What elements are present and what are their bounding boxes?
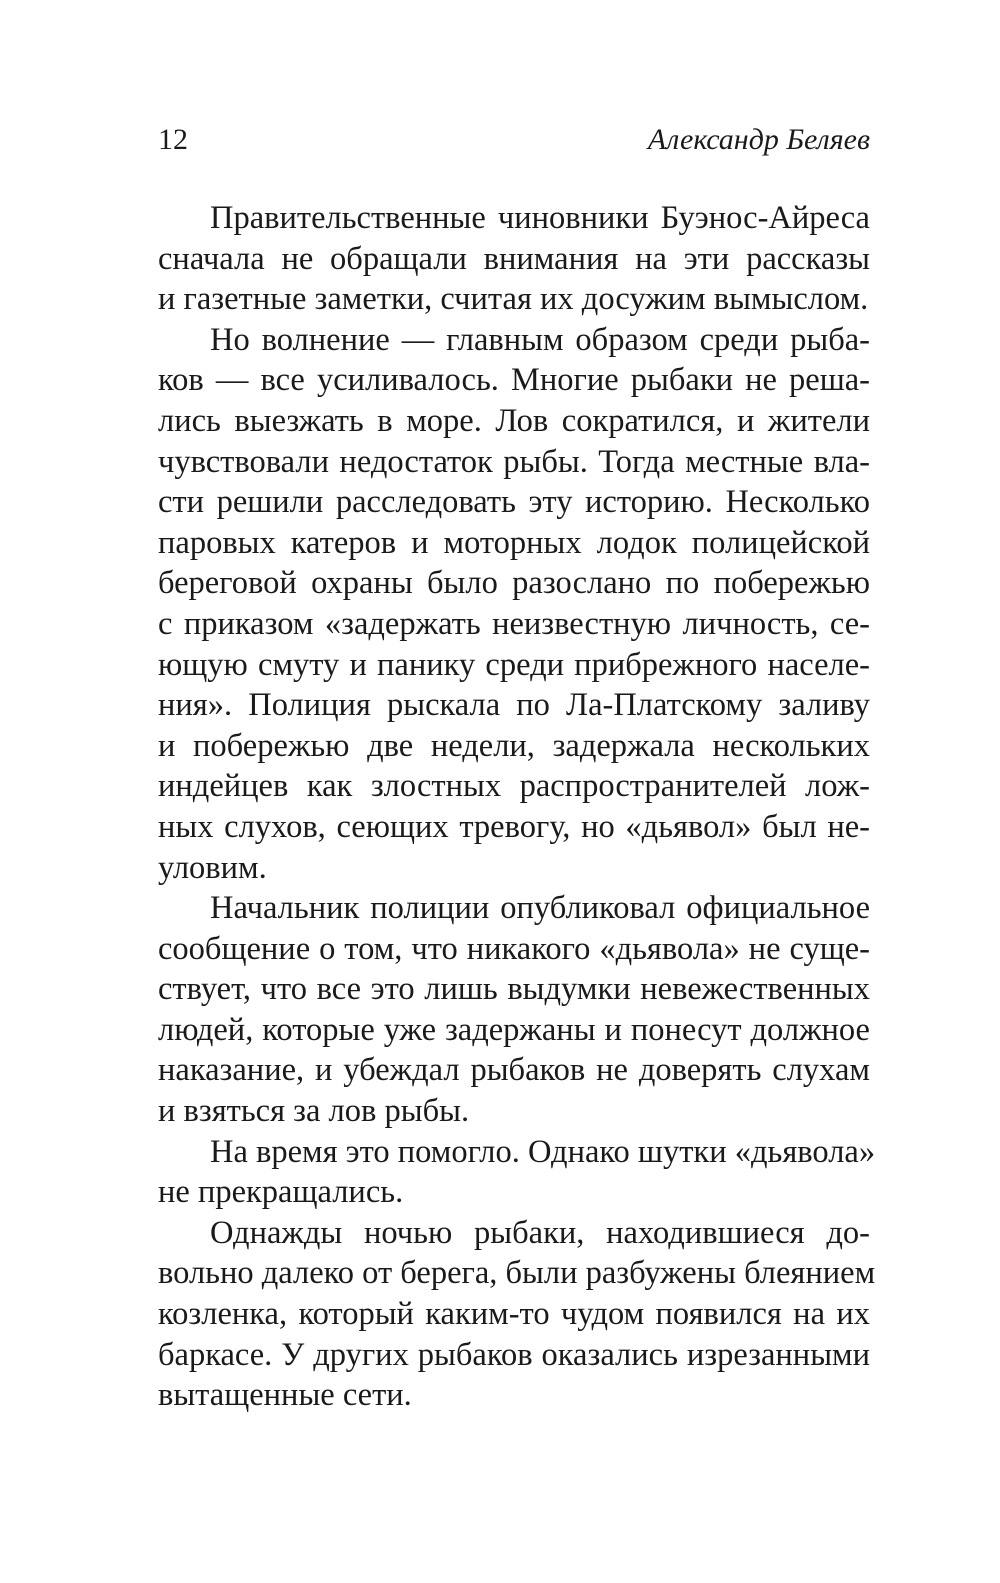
text-line: Однажды ночью рыбаки, находившиеся до- bbox=[210, 1214, 870, 1251]
text-line: с приказом «задержать неизвестную личность, се- bbox=[158, 605, 870, 642]
text-line: чувствовали недостаток рыбы. Тогда местные вла- bbox=[158, 443, 870, 480]
text-line: сообщение о том, что никакого «дьявола» не суще- bbox=[158, 930, 870, 967]
text-line: и побережью две недели, задержала нескольких bbox=[158, 727, 870, 764]
text-line: ных слухов, сеющих тревогу, но «дьявол» был не- bbox=[158, 808, 870, 845]
text-line: козленка, который каким-то чудом появился на их bbox=[158, 1296, 870, 1333]
text-line: Правительственные чиновники Буэнос-Айреса bbox=[210, 200, 870, 236]
text-line: лись выезжать в море. Лов сократился, и жители bbox=[158, 402, 870, 439]
text-line: Но волнение — главным образом среди рыба- bbox=[210, 321, 870, 358]
paragraph bbox=[158, 320, 870, 888]
text-line: индейцев как злостных распространителей лож- bbox=[158, 768, 870, 805]
text-line: людей, которые уже задержаны и понесут должное bbox=[158, 1011, 870, 1048]
paragraph bbox=[158, 888, 870, 1132]
paragraph bbox=[158, 1132, 876, 1213]
text-line: вытащенные сети. bbox=[158, 1377, 412, 1414]
text-line: вольно далеко от берега, были разбужены блеянием bbox=[158, 1255, 876, 1292]
text-line: ющую смуту и панику среди прибрежного населе- bbox=[158, 646, 870, 683]
text-line: паровых катеров и моторных лодок полицейской bbox=[158, 524, 870, 561]
page-number: 12 bbox=[158, 123, 188, 156]
text-line: ствует, что все это лишь выдумки невежественных bbox=[158, 971, 870, 1008]
text-line: не прекращались. bbox=[158, 1174, 404, 1211]
text-line: и взяться за лов рыбы. bbox=[158, 1093, 470, 1130]
running-head-author: Александр Беляев bbox=[647, 123, 870, 156]
text-line: На время это помогло. Однако шутки «дьявола» bbox=[210, 1133, 876, 1170]
text-line: и газетные заметки, считая их досужим вымыслом. bbox=[158, 281, 869, 318]
paragraph bbox=[158, 1213, 876, 1416]
text-line: сначала не обращали внимания на эти рассказы bbox=[158, 240, 870, 277]
text-line: уловим. bbox=[158, 849, 267, 886]
text-line: береговой охраны было разослано по побережью bbox=[158, 565, 870, 602]
text-line: ния». Полиция рыскала по Ла-Платскому заливу bbox=[158, 687, 870, 724]
running-head bbox=[158, 118, 870, 162]
text-line: сти решили расследовать эту историю. Несколько bbox=[158, 484, 870, 521]
paragraph bbox=[158, 198, 870, 320]
text-line: ков — все усиливалось. Многие рыбаки не реша- bbox=[158, 362, 870, 399]
text-line: баркасе. У других рыбаков оказались изрезанными bbox=[158, 1336, 870, 1373]
text-line: наказание, и убеждал рыбаков не доверять слухам bbox=[158, 1052, 870, 1089]
body-text bbox=[158, 198, 876, 1416]
text-line: Начальник полиции опубликовал официальное bbox=[210, 890, 870, 927]
